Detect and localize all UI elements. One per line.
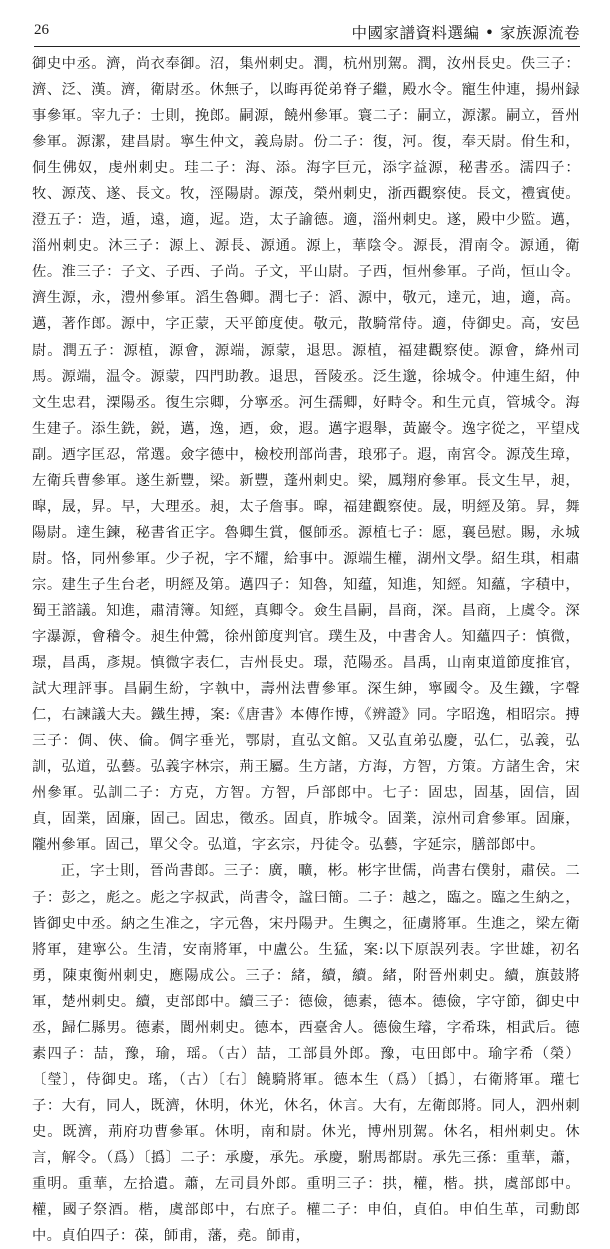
paragraph-continued: 御史中丞。濟，尚衣奉御。沼，集州刺史。潤，杭州別駕。潤，汝州長史。佚三子：濟、泛、漢。濟，衛尉丞。休無子，以晦再從弟脊子繼，殿水令。寵生仲連，揚州録事參軍。宰九子：士則，挽郎。嗣源，饒州參軍。寰二子：嗣立，源潔。嗣立，晉州參軍。源潔，建昌尉。寧生仲文，義烏尉。份二子：復，河。復，奉天尉。佾生和，侗生佛奴，虔州刺史。珪二子：海、添。海字巨元，添字益源，秘書丞。濡四子：牧、源茂、遂、長文。牧，涇陽尉。源茂，榮州刺史，浙西觀察使。長文，禮賓使。澄五子：造，遁，遠，適，迡。造，太子諭德。適，淄州刺史。遂，殿中少監。邁，淄州刺史。沐三子：源上、源長、源通。源上，華陰令。源長，渭南令。源通，衛佐。淮三子：子文、子西、子尚。子文，平山尉。子西，恒州參軍。子尚，恒山令。濟生源，永，澧州參軍。滔生魯卿。潤七子：滔、源中，敬元，達元，迪，適，高。邁，著作郎。源中，字正蒙，天平節度使。敬元，散騎常侍。適，侍御史。高，安邑尉。潤五子：源植，源會，源端，源蒙，退思。源植，福建觀察使。源會，絳州司馬。源端，温令。源蒙，四門助教。退思，晉陵丞。泛生邈，徐城令。仲連生紹，仲文生忠君，溧陽丞。復生宗卿，分寧丞。河生孺卿，好畤令。和生元貞，管城令。海生建子。添生銑，鋭，邁，逸，迺，僉，遐。邁字遐舉，黃巖令。逸字從之，平望戍副。迺字匡忍，常選。僉字德中，檢校刑部尚書，琅邪子。遐，南宮令。源茂生璋，左衛兵曹參軍。遂生新豐，梁。新豐，蓬州刺史。梁，鳳翔府參軍。長文生早，昶，暭，晟，昇。早，大理丞。昶，太子詹事。暭，福建觀察使。晟，明經及第。昇，舞陽尉。達生鍊，秘書省正字。魯卿生賞，偃師丞。源植七子：愿，襄邑慰。賜，永城尉。恪，同州參軍。少子祝，字不耀，給事中。源端生權，湖州文學。紹生琪，相肅宗。建生子生台老，明經及第。邁四子：知魯，知蕴，知進，知經。知蘊，字積中，蜀王諮議。知進，肅清簿。知經，真卿令。僉生昌嗣，昌商，深。昌商，上虞令。深字瀑源，會稽令。昶生仲鶯，徐州節度判官。璞生及，中書舍人。知蘊四子：慎微，璟，昌禹，彥規。慎微字表仁，吉州長史。璟，范陽丞。昌禹，山南東道節度推官，試大理評事。昌嗣生紛，字執中，壽州法曹參軍。深生紳，寧國令。及生鐵，字聲仁，右諫議大夫。鐵生搏，案:《唐書》本傳作博，《辨證》同。字昭逸，相昭宗。搏三子：倜、俠、倫。倜字垂光，鄂尉，直弘文館。又弘直弟弘慶，弘仁，弘義，弘訓，弘道，弘藝。弘義字林宗，荊王屬。生方諸，方海，方智，方策。方諸生舍，宋州參軍。弘訓二子：方克，方智。方智，戶部郎中。七子：固忠，固基，固信，固貞，固業，固廉，固己。固忠，徵丞。固貞，胙城令。固業，涼州司倉參軍。固廉，隴州參軍。固己，單父令。弘道，字玄宗，丹徒令。弘藝，字延宗，膳部郎中。	[32, 56, 580, 854]
paragraph-wang-zheng: 正，字士則，晉尚書郎。三子：廣，曠，彬。彬字世儒，尚書右僕射，肅侯。二子：彭之，彪之。彪之字叔武，尚書令，諡曰簡。二子：越之，臨之。臨之生納之，皆御史中丞。納之生准之，字元魯，宋丹陽尹。生輿之，征虜將軍。生進之，梁左衛將軍，建寧公。生清，安南將軍，中盧公。生猛，案:以下原誤列表。字世雄，初名勇，陳東衡州刺史，應陽成公。三子：緒，續，續。緒，附晉州刺史。續，旗鼓將軍，楚州刺史。續，吏部郎中。續三子：德儉，德素，德本。德儉，字守節，御史中丞，歸仁縣男。德素，閬州刺史。德本，西臺舍人。德儉生璿，字希珠，相武后。德素四子：喆，豫，瑜，瑶。（古）喆，工部員外郎。豫，屯田郎中。瑜字希（榮）〔瑩〕，侍御史。瑤，（古）〔右〕饒騎將軍。德本生（爲）〔撝〕，右衛將軍。瓘七子：大有，同人，既濟，休明，休光，休名，休言。大有，左衛郎將。同人，泗州刺史。既濟，荊府功曹參軍。休明，南和尉。休光，博州別駕。休名，相州刺史。休言，解令。（爲）〔撝〕二子：承慶，承先。承慶，駙馬都尉。承先三孫：重華，蕭，重明。重華，左拾遺。蕭，左司員外郎。重明三子：拱，權，楷。拱，虞部郎中。權，國子祭酒。楷，虞部郎中，右庶子。權二子：申伯，貞伯。申伯生革，司勳郎中。貞伯四子：葆，師甫，藩，堯。師甫，	[32, 863, 580, 1245]
running-title: 中國家譜資料選編 • 家族源流卷	[351, 24, 580, 42]
page-header	[34, 20, 580, 47]
page-number: 26	[34, 22, 49, 38]
page-body	[32, 51, 580, 1245]
